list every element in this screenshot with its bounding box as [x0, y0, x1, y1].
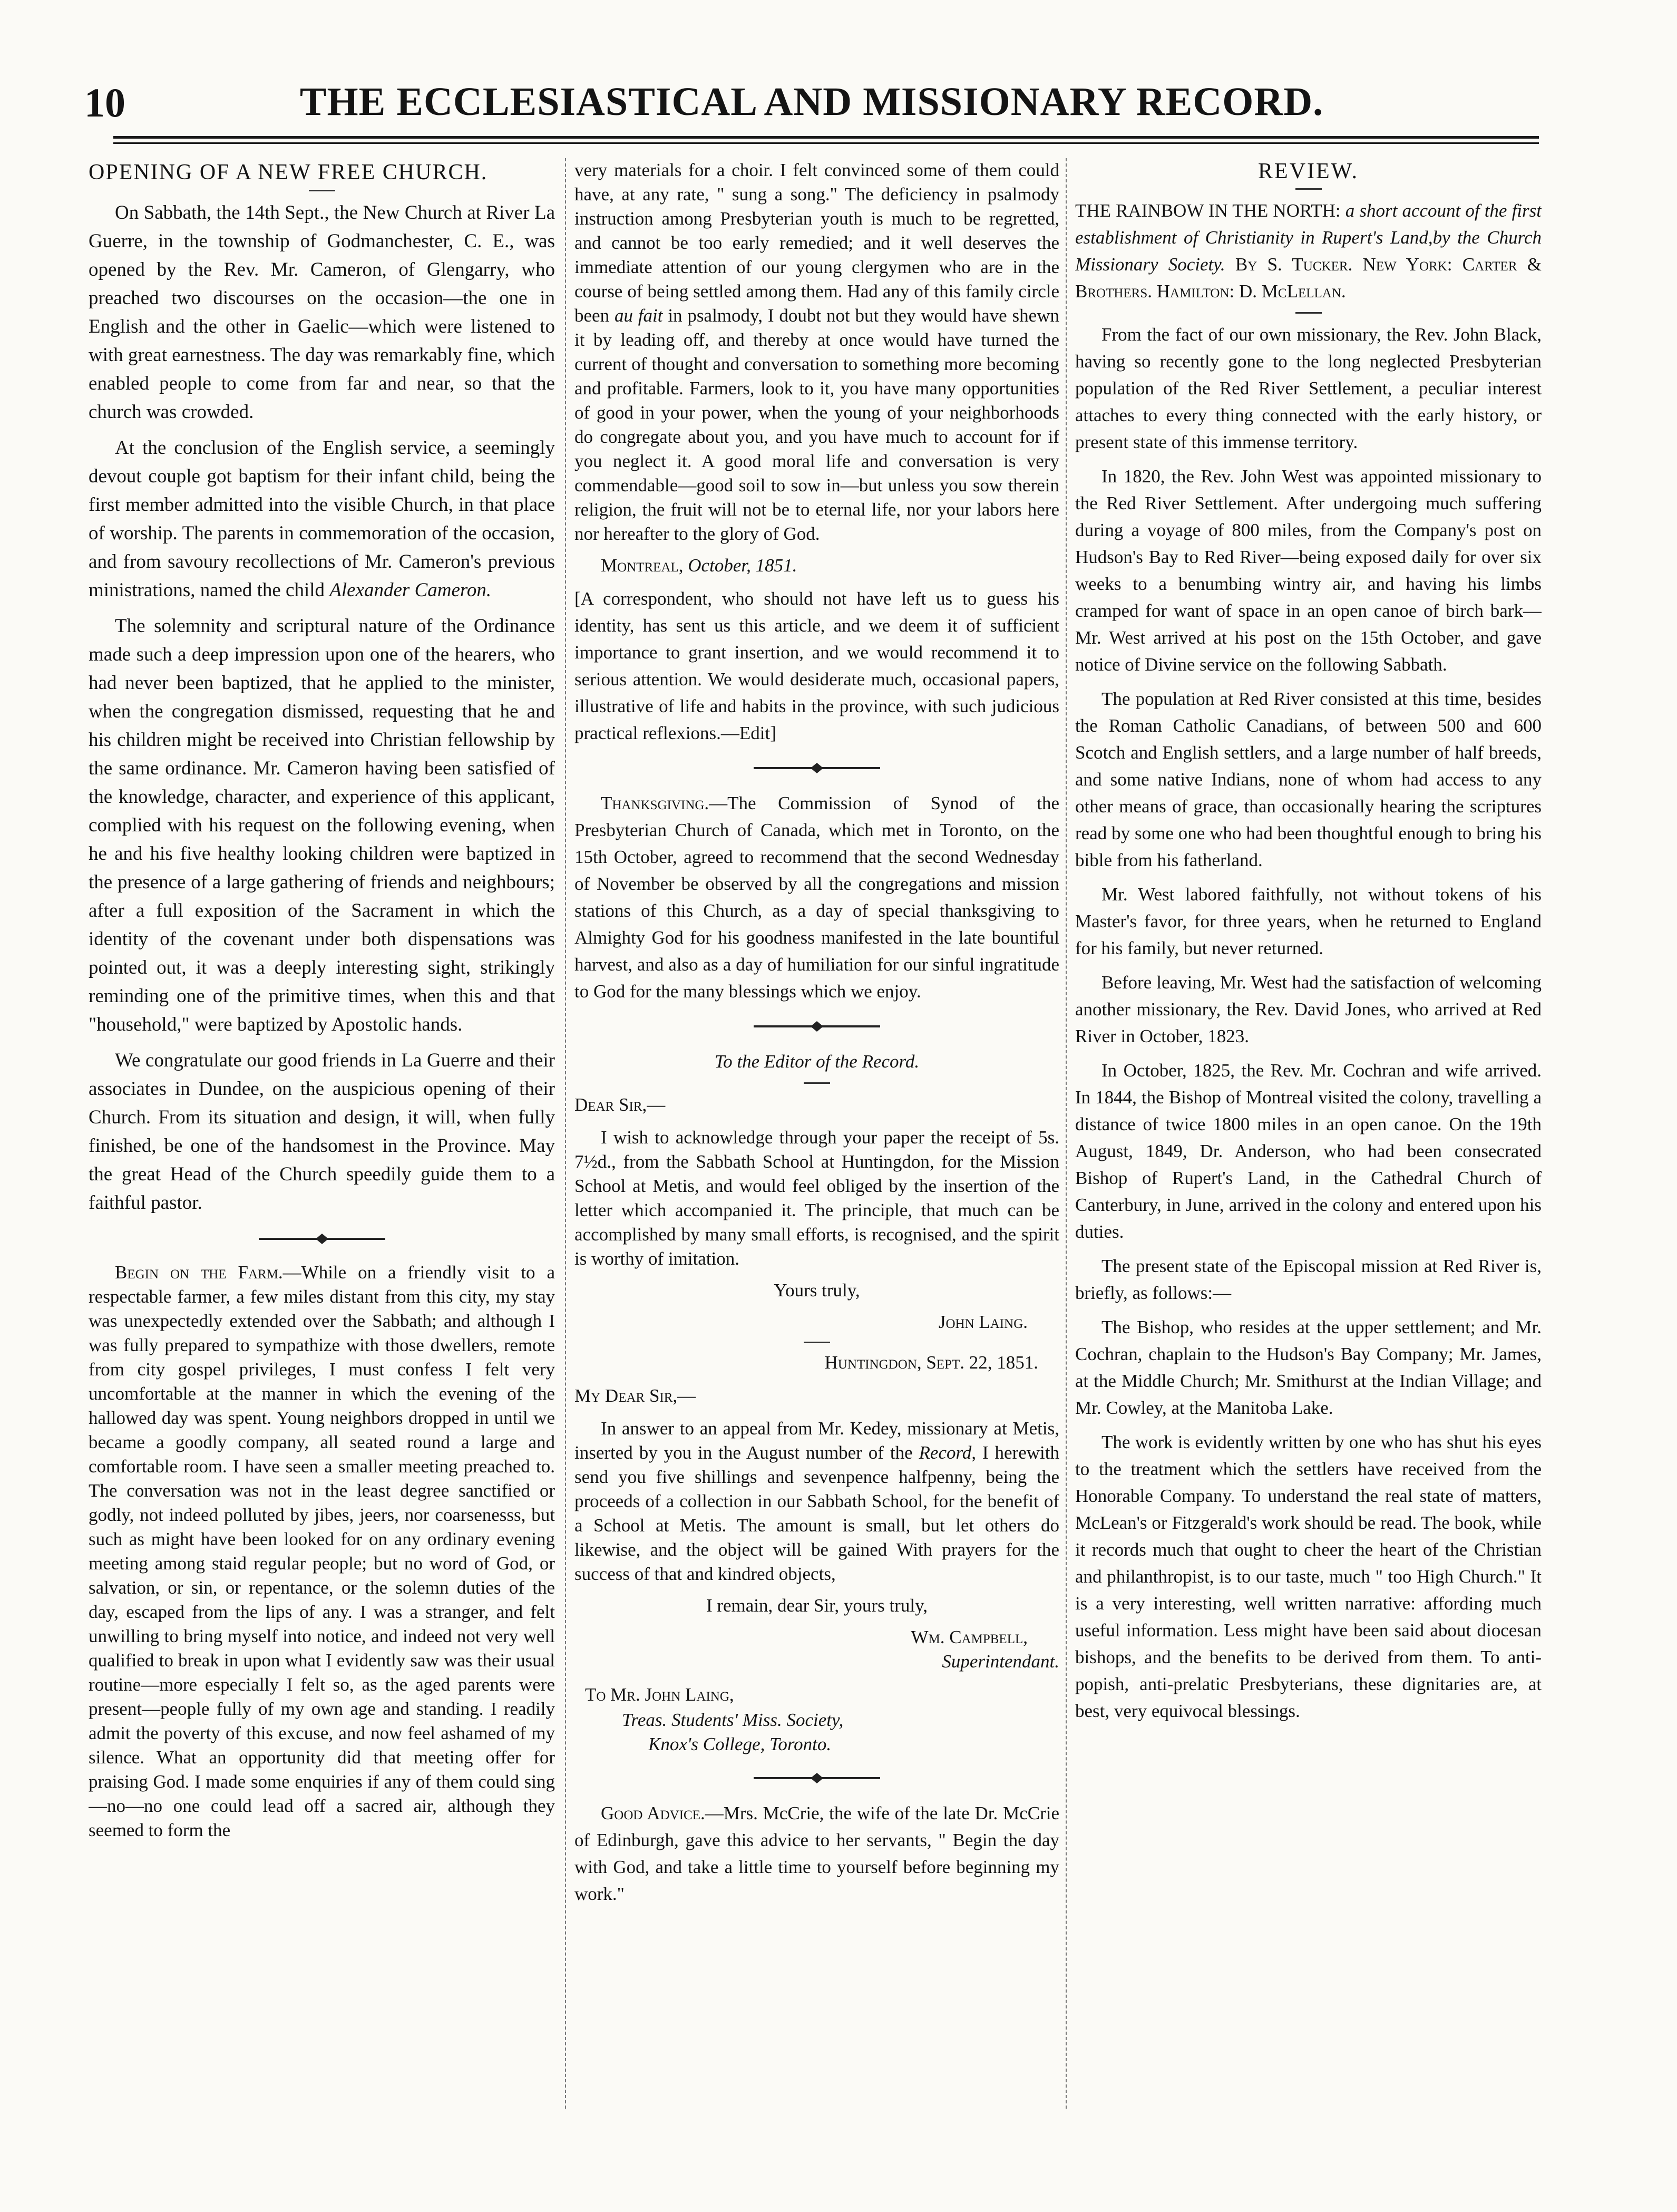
dateline: Montreal, October, 1851.	[601, 555, 797, 576]
section-ornament	[748, 760, 885, 776]
paragraph: The Bishop, who resides at the upper settlement; and Mr. Cochran, chaplain to the Hudson's Bay Company; Mr. James, at the Middle Church; Mr. Smithurst at the Indian Village; and Mr. Cowley, at the Manitoba Lake.	[1075, 1317, 1542, 1418]
column-1	[89, 158, 555, 2109]
letter-signature: Wm. Campbell,	[911, 1627, 1028, 1647]
paragraph: In October, 1825, the Rev. Mr. Cochran and wife arrived. In 1844, the Bishop of Montreal visited the colony, travelling a distance of twice 1800 miles in an open canoe. On the 19th August, 1849, Dr. Anderson, who had been consecrated Bishop of Rupert's Land, in the Cathedral Church of Canterbury, in June, arrived in the colony and entered upon his duties.	[1075, 1060, 1542, 1242]
paragraph: The solemnity and scriptural nature of the Ordinance made such a deep impression upon one of the hearers, who had never been baptized, that he applied to the minister, when the congregation dismissed, requesting that he and his children might be received into Christian fellowship by the same ordinance. Mr. Cameron having been satisfied of the knowledge, character, and experience of this applicant, complied with his request on the following evening, when he and his five healthy looking children were baptized in the presence of a large gathering of friends and neighbours; after a full exposition of the Sacrament in which the identity of the covenant under both dispensations was pointed out, it was a deeply interesting sight, strikingly reminding one of the primitive times, when this and that "household," were baptized by Apostolic hands.	[89, 615, 555, 1035]
paragraph: The work is evidently written by one who has shut his eyes to the treatment which the settlers have received from the Honorable Company. To understand the real state of matters, McLean's or Fitzgerald's work should be read. The book, while it records much that ought to cheer the heart of the Christian and philanthropist, is to our taste, much " too High Church." It is a very interesting, well written narrative: affording much useful information. Less might have been said about diocesan bishops, and the benefits to be derived from them. To anti-popish, anti-prelatic Presbyterians, these dignitaries are, at best, very equivocal blessings.	[1075, 1432, 1542, 1721]
page-number: 10	[84, 80, 125, 125]
article-title-review: REVIEW.	[1258, 159, 1359, 183]
header-rule-thin	[113, 142, 1539, 144]
paragraph: very materials for a choir. I felt convinced some of them could have, at any rate, " sung a song." The deficiency in psalmody instruction among Presbyterian youth is much to be regretted, and cannot be too early remedied; and it well deserves the immediate attention of our young clergymen who are in the course of being settled among them. Had any of this family circle been au fait in psalmody, I doubt not but they would have shewn it by leading off, and thereby at once would have turned the current of thought and conversation to something more becoming and profitable. Farmers, look to it, you have many opportunities of good in your power, when the young of your neighborhoods do congregate about you, and you have much to account for if you neglect it. A good moral life and conversation is very commendable—good soil to sow in—but unless you sow therein religion, the fruit will not be to eternal life, nor your labors here nor hereafter to the glory of God.	[574, 160, 1059, 544]
header-rule-thick	[113, 136, 1539, 139]
letter-address: Treas. Students' Miss. Society,	[622, 1710, 844, 1730]
section-ornament	[748, 1018, 885, 1034]
article-lead-farm: Begin on the Farm.	[115, 1262, 283, 1283]
paragraph: From the fact of our own missionary, the Rev. John Black, having so recently gone to the long neglected Presbyterian population of the Red River Settlement, a peculiar interest attaches to every thing connected with the early history, or present state of this immense territory.	[1075, 324, 1542, 452]
paragraph: Thanksgiving.—The Commission of Synod of the Presbyterian Church of Canada, which met in Toronto, on the 15th October, agreed to recommend that the second Wednesday of November be observed by all the congregations and mission stations of this Church, as a day of special thanksgiving to Almighty God for his goodness manifested in the late bountiful harvest, and also as a day of humiliation for our sinful ingratitude to God for the many blessings which we enjoy.	[574, 793, 1059, 1002]
letter-closing: I remain, dear Sir, yours truly,	[706, 1595, 928, 1616]
paragraph: We congratulate our good friends in La Guerre and their associates in Dundee, on the auspicious opening of their Church. From its situation and design, it will, when fully finished, be one of the handsomest in the Province. May the great Head of the Church speedily guide them to a faithful pastor.	[89, 1050, 555, 1214]
paragraph: Begin on the Farm.—While on a friendly visit to a respectable farmer, a few miles distant from this city, my stay was unexpectedly extended over the Sabbath; and although I was fully prepared to sympathize with those dwellers, remote from city gospel privileges, I must confess I felt very uncomfortable at the manner in which the evening of the hallowed day was spent. Young neighbors dropped in until we became a goodly company, all seated round a large and comfortable room. I have seen a smaller meeting preached to. The conversation was not in the least degree sanctified or godly, not indeed polluted by jibes, jeers, nor coarsenesss, but such as might have been looked for on any ordinary evening meeting among staid regular people; but no word of God, or salvation, or sin, or repentance, or the solemn duties of the day, escaped from the lips of any. I was a stranger, and felt unwilling to bring myself into notice, and indeed not very well qualified to break in upon what I evidently saw was their usual routine—more especially I felt so, as the aged parents were present—people fully of my own age and standing. I readily admit the poverty of this excuse, and now feel ashamed of my silence. What an opportunity did that meeting offer for praising God. I made some enquiries if any of them could sing—no—no one could lead off a sacred air, although they seemed to form the	[89, 1262, 555, 1840]
child-name: Alexander Cameron.	[329, 579, 492, 601]
paragraph: In 1820, the Rev. John West was appointed missionary to the Red River Settlement. After undergoing much suffering during a voyage of 800 miles, from the Company's post on Hudson's Bay to Red River—being exposed daily for over six weeks to a benumbing wintry air, and having his limbs cramped for want of space in an open canoe of birch bark—Mr. West arrived at his post on the 15th October, and gave notice of Divine service on the following Sabbath.	[1075, 466, 1542, 675]
section-ornament	[748, 1770, 885, 1786]
paragraph: On Sabbath, the 14th Sept., the New Church at River La Guerre, in the township of Godmanchester, C. E., was opened by the Rev. Mr. Cameron, of Glengarry, who preached two discourses on the occasion—the one in English and the other in Gaelic—which were listened to with great earnestness. The day was remarkably fine, which enabled people to come from far and near, so that the church was crowded.	[89, 202, 555, 423]
book-title: THE RAINBOW IN THE NORTH:	[1075, 200, 1341, 221]
column-divider	[565, 158, 566, 2109]
column-divider	[1066, 158, 1067, 2109]
letter-closing: Yours truly,	[774, 1280, 860, 1301]
letter-address: To Mr. John Laing,	[585, 1684, 734, 1705]
letter-body: In answer to an appeal from Mr. Kedey, missionary at Metis, inserted by you in the August number of the Record, I herewith send you five shillings and sevenpence halfpenny, being the proceeds of a collection in our Sabbath School, for the benefit of a School at Metis. The amount is small, but let others do likewise, and the object will be gained With prayers for the success of that and kindred objects,	[574, 1418, 1059, 1584]
salutation: Dear Sir,—	[574, 1094, 666, 1115]
title-rule	[1295, 188, 1322, 190]
paragraph: The population at Red River consisted at this time, besides the Roman Catholic Canadians, of between 500 and 600 Scotch and English settlers, and a large number of half breeds, and some native Indians, none of whom had access to any other means of grace, than occasionally hearing the scriptures read by some one who had been thoughtful enough to bring his bible from his fatherland.	[1075, 688, 1542, 870]
page-header	[84, 79, 1539, 137]
dateline: Huntingdon, Sept. 22, 1851.	[824, 1352, 1038, 1373]
letter-signature-title: Superintendant.	[942, 1651, 1059, 1672]
section-ornament	[253, 1231, 391, 1247]
paragraph: Mr. West labored faithfully, not without tokens of his Master's favor, for three years, when he returned to England for his family, but never returned.	[1075, 884, 1542, 958]
letter-signature: John Laing.	[938, 1312, 1028, 1332]
title-rule	[309, 190, 335, 191]
editor-note: [A correspondent, who should not have left us to guess his identity, has sent us this article, and we deem it of sufficient importance to grant insertion, and we would recommend it to serious attention. We would desiderate much, occasional papers, illustrative of life and habits in the province, with such judicious practical reflexions.—Edit]	[574, 588, 1059, 743]
letters-heading: To the Editor of the Record.	[714, 1051, 920, 1072]
title-rule	[1295, 312, 1322, 314]
book-citation: THE RAINBOW IN THE NORTH: a short account of the first establishment of Christianity in Rupert's Land,by the Church Missionary Society. By S. Tucker. New York: Carter & Brothers. Hamilton: D. McLellan.	[1075, 200, 1542, 302]
article-lead-thanksgiving: Thanksgiving.	[601, 793, 709, 813]
column-2	[574, 158, 1059, 2109]
salutation: My Dear Sir,—	[574, 1385, 696, 1406]
paragraph: The present state of the Episcopal mission at Red River is, briefly, as follows:—	[1075, 1256, 1542, 1303]
column-3	[1075, 158, 1542, 2109]
title-rule	[804, 1342, 830, 1343]
paragraph: At the conclusion of the English service, a seemingly devout couple got baptism for their infant child, being the first member admitted into the visible Church, in that place of worship. The parents in commemoration of the occasion, and from savoury recollections of Mr. Cameron's previous ministrations, named the child Alexander Cameron.	[89, 437, 555, 601]
paragraph: Before leaving, Mr. West had the satisfaction of welcoming another missionary, the Rev. David Jones, who arrived at Red River in October, 1823.	[1075, 972, 1542, 1046]
title-rule	[804, 1082, 830, 1084]
paragraph: Good Advice.—Mrs. McCrie, the wife of the late Dr. McCrie of Edinburgh, gave this advice to her servants, " Begin the day with God, and take a little time to yourself before beginning my work."	[574, 1803, 1059, 1904]
article-lead-advice: Good Advice.	[601, 1803, 705, 1823]
letter-body: I wish to acknowledge through your paper the receipt of 5s. 7½d., from the Sabbath School at Huntingdon, for the Mission School at Metis, and would feel obliged by the insertion of the letter which accompanied it. The principle, that much can be accomplished by many small efforts, is recognised, and the spirit is worthy of imitation.	[574, 1127, 1059, 1269]
journal-title: THE ECCLESIASTICAL AND MISSIONARY RECORD.	[299, 80, 1324, 124]
article-title-new-church: OPENING OF A NEW FREE CHURCH.	[89, 160, 488, 185]
letter-address: Knox's College, Toronto.	[648, 1734, 832, 1754]
